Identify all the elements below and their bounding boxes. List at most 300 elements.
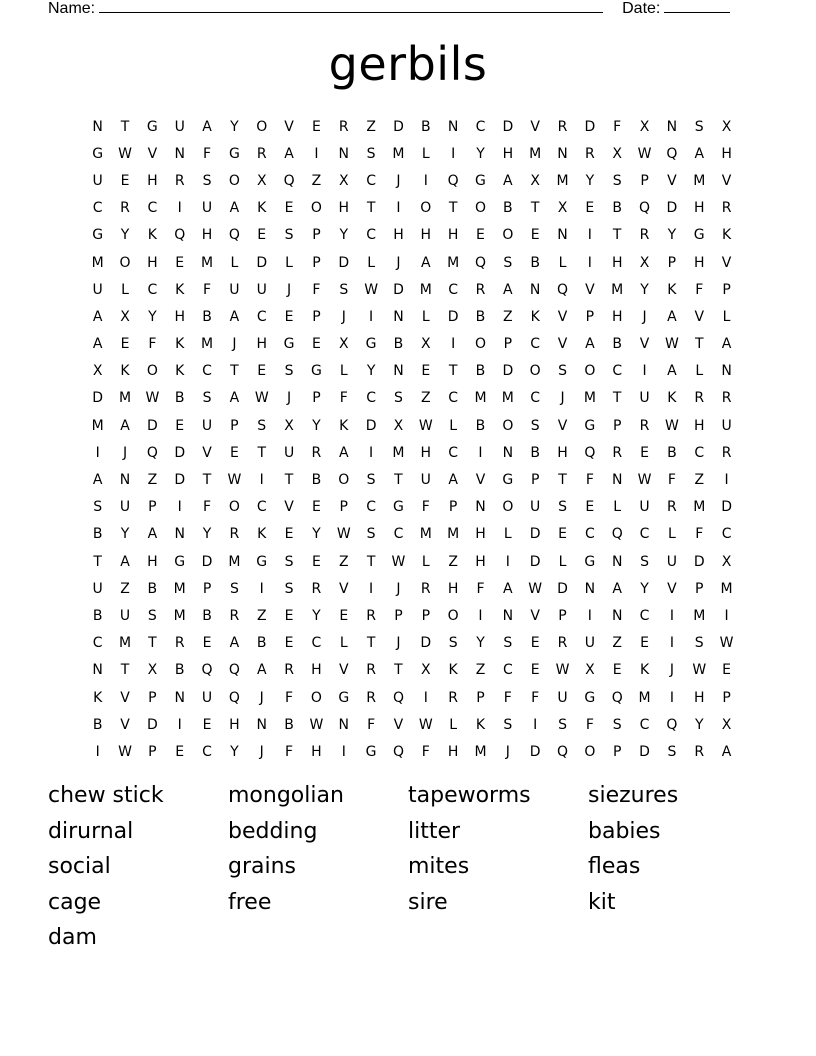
grid-cell[interactable]: P: [312, 308, 321, 325]
grid-cell[interactable]: S: [612, 716, 622, 733]
grid-cell[interactable]: H: [475, 553, 486, 570]
grid-cell[interactable]: J: [396, 254, 401, 271]
grid-cell[interactable]: N: [502, 444, 514, 461]
grid-cell[interactable]: L: [722, 308, 731, 325]
grid-cell[interactable]: A: [284, 145, 294, 162]
grid-cell[interactable]: S: [558, 716, 567, 733]
grid-cell[interactable]: A: [229, 390, 240, 407]
grid-cell[interactable]: E: [202, 635, 212, 652]
grid-cell[interactable]: F: [585, 472, 594, 489]
grid-cell[interactable]: Z: [475, 662, 486, 679]
grid-cell[interactable]: Y: [694, 716, 704, 733]
grid-cell[interactable]: M: [474, 390, 487, 407]
grid-cell[interactable]: M: [583, 390, 596, 407]
grid-cell[interactable]: B: [612, 200, 622, 217]
grid-cell[interactable]: I: [423, 689, 428, 706]
grid-cell[interactable]: S: [93, 499, 103, 516]
grid-cell[interactable]: E: [421, 363, 431, 380]
grid-cell[interactable]: S: [257, 417, 267, 434]
grid-cell[interactable]: N: [666, 118, 678, 135]
grid-cell[interactable]: M: [173, 607, 186, 624]
grid-cell[interactable]: K: [175, 281, 185, 298]
grid-cell[interactable]: G: [475, 172, 486, 189]
grid-cell[interactable]: Y: [230, 118, 239, 135]
grid-cell[interactable]: H: [475, 526, 486, 543]
grid-cell[interactable]: M: [556, 172, 569, 189]
grid-cell[interactable]: J: [287, 281, 292, 298]
grid-cell[interactable]: G: [584, 553, 596, 570]
grid-cell[interactable]: E: [585, 200, 595, 217]
grid-cell[interactable]: B: [475, 363, 486, 380]
grid-cell[interactable]: K: [120, 363, 130, 380]
grid-cell[interactable]: V: [667, 580, 677, 597]
grid-cell[interactable]: Y: [476, 145, 485, 162]
grid-cell[interactable]: K: [147, 227, 157, 244]
grid-cell[interactable]: U: [530, 499, 541, 516]
grid-cell[interactable]: G: [365, 336, 377, 353]
grid-cell[interactable]: C: [202, 743, 212, 760]
grid-cell[interactable]: Q: [666, 145, 678, 162]
grid-cell[interactable]: C: [202, 363, 212, 380]
grid-cell[interactable]: G: [502, 472, 514, 489]
date-line[interactable]: [664, 0, 730, 13]
grid-cell[interactable]: F: [285, 743, 294, 760]
grid-cell[interactable]: T: [257, 444, 267, 461]
grid-cell[interactable]: X: [530, 172, 540, 189]
grid-cell[interactable]: E: [120, 336, 130, 353]
grid-cell[interactable]: P: [530, 472, 540, 489]
grid-cell[interactable]: M: [447, 526, 460, 543]
grid-cell[interactable]: G: [393, 499, 404, 516]
grid-cell[interactable]: F: [339, 390, 348, 407]
grid-cell[interactable]: N: [557, 227, 568, 244]
name-field[interactable]: [48, 0, 603, 18]
grid-cell[interactable]: F: [367, 716, 376, 733]
grid-cell[interactable]: J: [259, 689, 264, 706]
grid-cell[interactable]: T: [93, 553, 102, 570]
grid-cell[interactable]: W: [418, 417, 433, 434]
grid-cell[interactable]: J: [341, 308, 346, 325]
grid-cell[interactable]: E: [339, 607, 349, 624]
grid-cell[interactable]: W: [637, 472, 652, 489]
grid-cell[interactable]: B: [667, 444, 677, 461]
grid-cell[interactable]: U: [92, 281, 103, 298]
grid-cell[interactable]: M: [392, 145, 405, 162]
grid-cell[interactable]: C: [639, 526, 650, 543]
grid-cell[interactable]: I: [478, 444, 483, 461]
grid-cell[interactable]: B: [92, 607, 103, 624]
grid-cell[interactable]: C: [721, 526, 732, 543]
grid-cell[interactable]: Q: [584, 444, 596, 461]
grid-cell[interactable]: T: [394, 472, 403, 489]
grid-cell[interactable]: Y: [312, 526, 321, 543]
grid-cell[interactable]: L: [503, 526, 512, 543]
grid-cell[interactable]: B: [256, 635, 267, 652]
grid-cell[interactable]: H: [311, 743, 322, 760]
grid-cell[interactable]: I: [533, 716, 538, 733]
grid-cell[interactable]: D: [529, 743, 541, 760]
grid-cell[interactable]: Q: [392, 743, 404, 760]
grid-cell[interactable]: S: [366, 145, 376, 162]
grid-cell[interactable]: V: [639, 336, 650, 353]
grid-cell[interactable]: T: [120, 662, 130, 679]
grid-cell[interactable]: L: [230, 254, 239, 271]
grid-cell[interactable]: F: [667, 472, 676, 489]
grid-cell[interactable]: H: [693, 200, 705, 217]
grid-cell[interactable]: J: [396, 580, 401, 597]
grid-cell[interactable]: V: [338, 662, 349, 679]
grid-cell[interactable]: V: [120, 716, 130, 733]
grid-cell[interactable]: V: [557, 417, 568, 434]
grid-cell[interactable]: U: [666, 553, 678, 570]
grid-cell[interactable]: X: [421, 336, 431, 353]
grid-cell[interactable]: V: [721, 254, 732, 271]
grid-cell[interactable]: S: [667, 743, 677, 760]
grid-cell[interactable]: B: [475, 417, 486, 434]
grid-cell[interactable]: F: [285, 689, 294, 706]
grid-cell[interactable]: C: [530, 336, 541, 353]
grid-cell[interactable]: R: [475, 281, 486, 298]
grid-cell[interactable]: H: [693, 689, 705, 706]
grid-cell[interactable]: E: [530, 635, 540, 652]
grid-cell[interactable]: O: [146, 363, 158, 380]
grid-cell[interactable]: B: [92, 716, 103, 733]
grid-cell[interactable]: D: [146, 716, 158, 733]
grid-cell[interactable]: A: [721, 743, 732, 760]
grid-cell[interactable]: B: [202, 607, 212, 624]
grid-cell[interactable]: M: [201, 336, 214, 353]
grid-cell[interactable]: A: [585, 336, 595, 353]
grid-cell[interactable]: A: [92, 472, 103, 489]
grid-cell[interactable]: B: [174, 662, 185, 679]
grid-cell[interactable]: S: [558, 499, 567, 516]
grid-cell[interactable]: L: [421, 308, 430, 325]
grid-cell[interactable]: K: [530, 308, 540, 325]
grid-cell[interactable]: R: [311, 444, 322, 461]
grid-cell[interactable]: U: [92, 580, 103, 597]
grid-cell[interactable]: S: [366, 472, 376, 489]
grid-cell[interactable]: H: [147, 254, 158, 271]
grid-cell[interactable]: A: [721, 336, 732, 353]
grid-cell[interactable]: G: [693, 227, 705, 244]
date-field[interactable]: [622, 0, 730, 18]
grid-cell[interactable]: G: [584, 417, 596, 434]
grid-cell[interactable]: R: [639, 227, 650, 244]
grid-cell[interactable]: T: [612, 227, 622, 244]
grid-cell[interactable]: Z: [311, 172, 322, 189]
grid-cell[interactable]: N: [92, 118, 103, 135]
grid-cell[interactable]: X: [721, 118, 732, 135]
grid-cell[interactable]: I: [642, 363, 647, 380]
grid-cell[interactable]: R: [174, 172, 185, 189]
grid-cell[interactable]: S: [284, 553, 294, 570]
grid-cell[interactable]: X: [639, 254, 650, 271]
grid-cell[interactable]: Z: [694, 472, 705, 489]
grid-cell[interactable]: A: [503, 172, 513, 189]
grid-cell[interactable]: E: [175, 417, 185, 434]
grid-cell[interactable]: X: [639, 118, 650, 135]
grid-cell[interactable]: M: [474, 743, 487, 760]
grid-cell[interactable]: T: [448, 363, 458, 380]
grid-cell[interactable]: I: [478, 607, 483, 624]
grid-cell[interactable]: J: [642, 308, 647, 325]
grid-cell[interactable]: W: [664, 417, 679, 434]
grid-cell[interactable]: E: [311, 336, 321, 353]
grid-cell[interactable]: Q: [666, 716, 678, 733]
grid-cell[interactable]: M: [419, 281, 432, 298]
grid-cell[interactable]: P: [421, 607, 431, 624]
grid-cell[interactable]: G: [338, 689, 350, 706]
grid-cell[interactable]: R: [174, 635, 185, 652]
grid-cell[interactable]: A: [202, 118, 212, 135]
grid-cell[interactable]: U: [584, 635, 595, 652]
grid-cell[interactable]: T: [120, 118, 130, 135]
grid-cell[interactable]: L: [695, 363, 704, 380]
grid-cell[interactable]: P: [640, 172, 649, 189]
grid-cell[interactable]: Y: [312, 417, 321, 434]
grid-cell[interactable]: W: [555, 662, 570, 679]
grid-cell[interactable]: P: [722, 281, 731, 298]
grid-cell[interactable]: X: [338, 172, 349, 189]
grid-cell[interactable]: S: [284, 580, 294, 597]
grid-cell[interactable]: M: [529, 145, 542, 162]
grid-cell[interactable]: T: [230, 363, 239, 380]
grid-cell[interactable]: X: [338, 336, 349, 353]
grid-cell[interactable]: D: [666, 200, 678, 217]
grid-cell[interactable]: P: [312, 390, 321, 407]
grid-cell[interactable]: R: [557, 118, 568, 135]
grid-cell[interactable]: E: [585, 499, 595, 516]
grid-cell[interactable]: S: [612, 172, 622, 189]
grid-cell[interactable]: D: [92, 390, 104, 407]
grid-cell[interactable]: M: [611, 281, 624, 298]
grid-cell[interactable]: T: [284, 472, 294, 489]
grid-cell[interactable]: H: [721, 145, 732, 162]
grid-cell[interactable]: P: [202, 580, 212, 597]
grid-cell[interactable]: P: [612, 743, 622, 760]
grid-cell[interactable]: C: [448, 444, 459, 461]
grid-cell[interactable]: B: [174, 390, 185, 407]
grid-cell[interactable]: D: [502, 118, 514, 135]
grid-cell[interactable]: T: [558, 472, 567, 489]
grid-cell[interactable]: X: [284, 417, 294, 434]
grid-cell[interactable]: Z: [366, 118, 376, 135]
grid-cell[interactable]: B: [530, 254, 540, 271]
grid-cell[interactable]: I: [451, 145, 456, 162]
grid-cell[interactable]: I: [669, 689, 674, 706]
grid-cell[interactable]: D: [365, 417, 377, 434]
grid-cell[interactable]: Y: [230, 743, 239, 760]
grid-cell[interactable]: E: [229, 444, 239, 461]
grid-cell[interactable]: K: [339, 417, 349, 434]
grid-cell[interactable]: C: [366, 499, 376, 516]
grid-cell[interactable]: R: [584, 145, 595, 162]
grid-cell[interactable]: V: [284, 499, 294, 516]
grid-cell[interactable]: E: [284, 200, 294, 217]
grid-cell[interactable]: K: [257, 526, 267, 543]
grid-cell[interactable]: I: [505, 553, 510, 570]
grid-cell[interactable]: F: [312, 281, 321, 298]
grid-cell[interactable]: Y: [476, 635, 485, 652]
grid-cell[interactable]: F: [421, 743, 430, 760]
grid-cell[interactable]: P: [312, 227, 321, 244]
grid-cell[interactable]: S: [448, 635, 458, 652]
grid-cell[interactable]: A: [120, 417, 130, 434]
grid-cell[interactable]: S: [202, 172, 212, 189]
grid-cell[interactable]: O: [502, 417, 514, 434]
grid-cell[interactable]: S: [640, 553, 649, 570]
grid-cell[interactable]: T: [366, 635, 376, 652]
grid-cell[interactable]: Q: [392, 689, 404, 706]
grid-cell[interactable]: B: [475, 308, 486, 325]
grid-cell[interactable]: E: [311, 553, 321, 570]
grid-cell[interactable]: V: [147, 145, 158, 162]
grid-cell[interactable]: W: [418, 716, 433, 733]
grid-cell[interactable]: A: [229, 200, 240, 217]
grid-cell[interactable]: E: [202, 716, 212, 733]
grid-cell[interactable]: X: [585, 662, 595, 679]
grid-cell[interactable]: Q: [228, 662, 240, 679]
grid-cell[interactable]: K: [721, 227, 732, 244]
grid-cell[interactable]: N: [119, 472, 131, 489]
grid-cell[interactable]: D: [338, 254, 350, 271]
grid-cell[interactable]: S: [202, 390, 212, 407]
grid-cell[interactable]: P: [695, 580, 704, 597]
grid-cell[interactable]: I: [423, 172, 428, 189]
grid-cell[interactable]: D: [420, 635, 432, 652]
grid-cell[interactable]: C: [256, 308, 267, 325]
grid-cell[interactable]: F: [585, 716, 594, 733]
grid-cell[interactable]: U: [639, 390, 650, 407]
grid-cell[interactable]: X: [612, 145, 622, 162]
grid-cell[interactable]: N: [92, 662, 103, 679]
grid-cell[interactable]: K: [639, 662, 650, 679]
grid-cell[interactable]: P: [722, 689, 731, 706]
grid-cell[interactable]: I: [341, 743, 346, 760]
grid-cell[interactable]: W: [309, 716, 324, 733]
grid-cell[interactable]: E: [311, 499, 321, 516]
grid-cell[interactable]: R: [694, 743, 705, 760]
grid-cell[interactable]: I: [95, 444, 100, 461]
grid-cell[interactable]: E: [640, 444, 649, 461]
grid-cell[interactable]: Z: [503, 308, 513, 325]
grid-cell[interactable]: A: [448, 472, 458, 489]
grid-cell[interactable]: R: [229, 607, 240, 624]
grid-cell[interactable]: E: [311, 118, 321, 135]
grid-cell[interactable]: P: [394, 607, 403, 624]
grid-cell[interactable]: L: [285, 254, 293, 271]
grid-cell[interactable]: J: [122, 444, 128, 461]
grid-cell[interactable]: G: [146, 118, 158, 135]
grid-cell[interactable]: J: [396, 172, 401, 189]
grid-cell[interactable]: H: [174, 308, 185, 325]
grid-cell[interactable]: N: [611, 472, 623, 489]
grid-cell[interactable]: C: [393, 526, 404, 543]
grid-cell[interactable]: A: [667, 308, 677, 325]
grid-cell[interactable]: H: [147, 553, 158, 570]
grid-cell[interactable]: O: [310, 689, 322, 706]
grid-cell[interactable]: J: [259, 743, 264, 760]
grid-cell[interactable]: V: [202, 444, 212, 461]
grid-cell[interactable]: C: [584, 526, 595, 543]
grid-cell[interactable]: D: [146, 417, 158, 434]
grid-cell[interactable]: S: [503, 635, 513, 652]
grid-cell[interactable]: F: [203, 499, 212, 516]
grid-cell[interactable]: I: [369, 308, 374, 325]
grid-cell[interactable]: C: [147, 281, 158, 298]
grid-cell[interactable]: F: [531, 689, 540, 706]
grid-cell[interactable]: S: [284, 363, 294, 380]
grid-cell[interactable]: W: [391, 553, 406, 570]
grid-cell[interactable]: S: [284, 227, 294, 244]
grid-cell[interactable]: E: [284, 635, 294, 652]
grid-cell[interactable]: F: [695, 526, 704, 543]
grid-cell[interactable]: V: [557, 308, 568, 325]
grid-cell[interactable]: K: [175, 363, 185, 380]
grid-cell[interactable]: D: [502, 363, 514, 380]
grid-cell[interactable]: R: [229, 526, 240, 543]
grid-cell[interactable]: A: [667, 363, 677, 380]
grid-cell[interactable]: D: [529, 553, 541, 570]
grid-cell[interactable]: E: [530, 662, 540, 679]
grid-cell[interactable]: B: [612, 336, 622, 353]
grid-cell[interactable]: D: [393, 118, 404, 135]
grid-cell[interactable]: G: [174, 553, 186, 570]
grid-cell[interactable]: U: [119, 607, 131, 624]
grid-cell[interactable]: I: [669, 607, 674, 624]
grid-cell[interactable]: Y: [202, 526, 212, 543]
grid-cell[interactable]: A: [503, 580, 513, 597]
grid-cell[interactable]: P: [148, 499, 157, 516]
grid-cell[interactable]: L: [339, 635, 348, 652]
grid-cell[interactable]: V: [530, 118, 540, 135]
grid-cell[interactable]: R: [284, 662, 294, 679]
grid-cell[interactable]: L: [421, 553, 430, 570]
grid-cell[interactable]: H: [693, 417, 705, 434]
grid-cell[interactable]: D: [174, 444, 186, 461]
grid-cell[interactable]: I: [177, 716, 182, 733]
grid-cell[interactable]: T: [530, 200, 540, 217]
grid-cell[interactable]: W: [254, 390, 269, 407]
grid-cell[interactable]: E: [612, 662, 622, 679]
grid-cell[interactable]: G: [92, 227, 104, 244]
grid-cell[interactable]: T: [448, 200, 458, 217]
grid-cell[interactable]: P: [667, 254, 677, 271]
grid-cell[interactable]: B: [92, 526, 103, 543]
grid-cell[interactable]: S: [694, 118, 704, 135]
grid-cell[interactable]: I: [259, 472, 264, 489]
grid-cell[interactable]: N: [529, 281, 541, 298]
grid-cell[interactable]: F: [503, 689, 512, 706]
grid-cell[interactable]: J: [560, 390, 565, 407]
grid-cell[interactable]: L: [449, 716, 458, 733]
grid-cell[interactable]: N: [174, 145, 185, 162]
grid-cell[interactable]: T: [366, 553, 376, 570]
grid-cell[interactable]: L: [558, 553, 567, 570]
grid-cell[interactable]: X: [721, 553, 732, 570]
grid-cell[interactable]: F: [421, 499, 430, 516]
grid-cell[interactable]: L: [121, 281, 129, 298]
grid-cell[interactable]: M: [501, 390, 514, 407]
grid-cell[interactable]: V: [393, 716, 404, 733]
grid-cell[interactable]: N: [584, 580, 596, 597]
grid-cell[interactable]: D: [174, 472, 186, 489]
grid-cell[interactable]: C: [256, 499, 267, 516]
grid-cell[interactable]: V: [694, 308, 705, 325]
grid-cell[interactable]: V: [338, 580, 349, 597]
grid-cell[interactable]: M: [419, 526, 432, 543]
grid-cell[interactable]: B: [420, 118, 431, 135]
